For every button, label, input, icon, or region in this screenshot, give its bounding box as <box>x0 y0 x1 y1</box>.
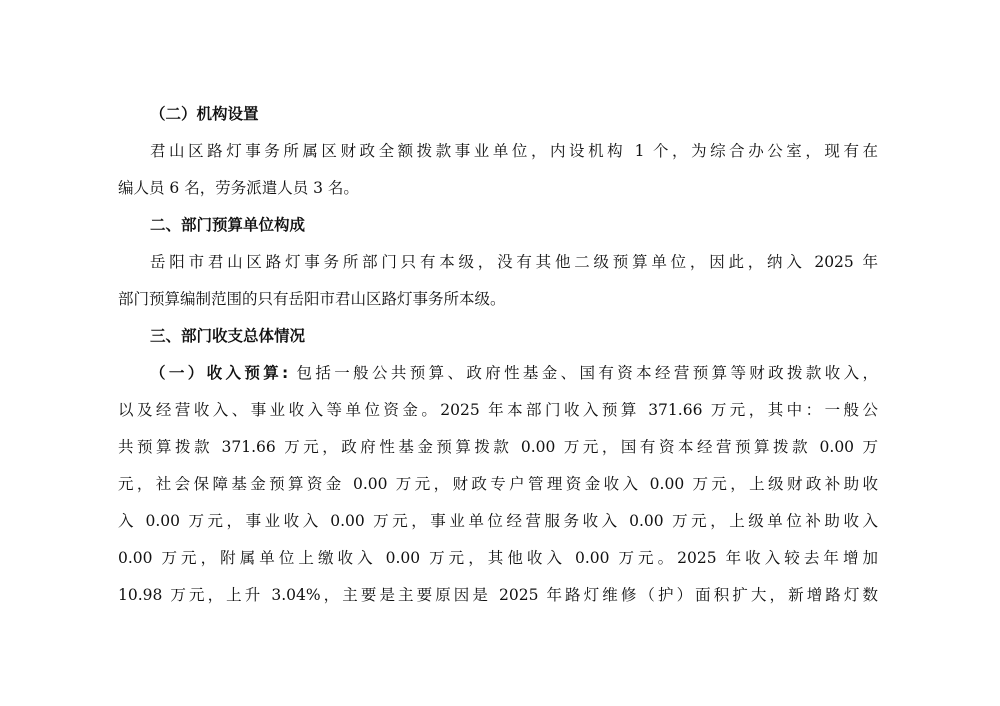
income-line-1-rest: 包括一般公共预算、政府性基金、国有资本经营预算等财政拨款收入， <box>288 364 878 382</box>
org-setup-heading: （二）机构设置 <box>150 105 259 123</box>
income-line-7: 10.98 万元，上升 3.04%，主要是主要原因是 2025 年路灯维修（护）面积扩大，新增路灯数 <box>118 586 878 604</box>
budget-units-heading: 二、部门预算单位构成 <box>150 216 306 234</box>
income-line-5: 入 0.00 万元，事业收入 0.00 万元，事业单位经营服务收入 0.00 万元，上级单位补助收入 <box>118 512 878 530</box>
overall-heading: 三、部门收支总体情况 <box>150 327 306 345</box>
income-line-2: 以及经营收入、事业收入等单位资金。2025 年本部门收入预算 371.66 万元，其中：一般公 <box>118 401 878 419</box>
income-line-4: 元，社会保障基金预算资金 0.00 万元，财政专户管理资金收入 0.00 万元，上级财政补助收 <box>118 475 878 493</box>
income-line-3: 共预算拨款 371.66 万元，政府性基金预算拨款 0.00 万元，国有资本经营预算拨款 0.00 万 <box>118 438 878 456</box>
income-label: （一）收入预算: <box>150 364 289 382</box>
org-setup-line-1: 君山区路灯事务所属区财政全额拨款事业单位，内设机构 1 个，为综合办公室，现有在 <box>150 142 878 160</box>
org-setup-line-2: 编人员 6 名，劳务派遣人员 3 名。 <box>118 179 359 197</box>
budget-units-line-2: 部门预算编制范围的只有岳阳市君山区路灯事务所本级。 <box>118 290 506 308</box>
income-line-1 <box>150 363 878 383</box>
budget-units-line-1: 岳阳市君山区路灯事务所部门只有本级，没有其他二级预算单位，因此，纳入 2025 年 <box>150 253 878 271</box>
income-line-6: 0.00 万元，附属单位上缴收入 0.00 万元，其他收入 0.00 万元。2025 年收入较去年增加 <box>118 549 878 567</box>
